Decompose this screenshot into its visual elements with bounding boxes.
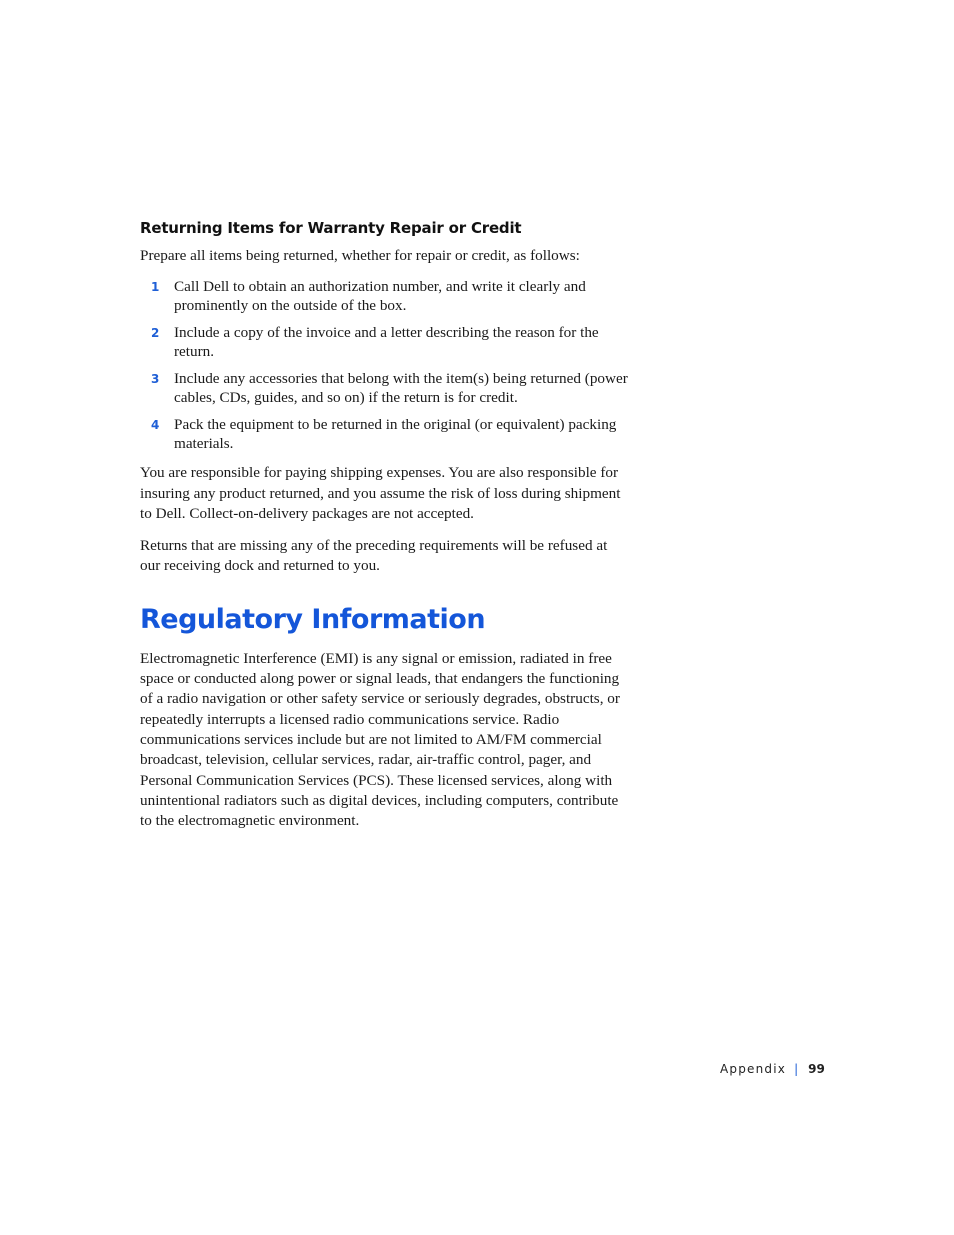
step-number: 2	[151, 326, 160, 341]
page-footer	[720, 1062, 840, 1076]
warranty-intro: Prepare all items being returned, whether for repair or credit, as follows:	[140, 247, 580, 264]
footer-separator: |	[794, 1062, 799, 1076]
step-number: 3	[151, 372, 160, 387]
list-item	[140, 323, 630, 361]
step-number: 4	[151, 418, 160, 433]
step-text: Call Dell to obtain an authorization number, and write it clearly and prominently on the outside of the box.	[174, 278, 586, 315]
warranty-heading: Returning Items for Warranty Repair or Credit	[140, 219, 522, 237]
returns-paragraph: Returns that are missing any of the preceding requirements will be refused at our receiving dock and returned to you.	[140, 537, 608, 575]
regulatory-heading: Regulatory Information	[140, 603, 486, 635]
step-number: 1	[151, 280, 160, 295]
page-content	[140, 218, 630, 831]
step-text: Include any accessories that belong with the item(s) being returned (power cables, CDs, guides, and so on) if the return is for credit.	[174, 370, 628, 407]
list-item	[140, 277, 630, 315]
page-number: 99	[808, 1062, 825, 1076]
list-item	[140, 369, 630, 407]
footer-section-label: Appendix	[720, 1062, 787, 1076]
list-item	[140, 415, 630, 453]
regulatory-paragraph: Electromagnetic Interference (EMI) is any signal or emission, radiated in free space or conducted along power or signal leads, that endangers the functioning of a radio navigation or other safety service or seriously degrades, obstructs, or repeatedly interrupts a licensed radio communications service. Radio communications services include but are not limited to AM/FM commercial broadcast, television, cellular services, radar, air-traffic control, pager, and Personal Communication Services (PCS). These licensed services, along with unintentional radiators such as digital devices, including computers, contribute to the electromagnetic environment.	[140, 649, 620, 830]
step-text: Pack the equipment to be returned in the original (or equivalent) packing materials.	[174, 416, 617, 453]
warranty-steps-list	[140, 277, 630, 453]
responsibility-paragraph: You are responsible for paying shipping expenses. You are also responsible for insuring any product returned, and you assume the risk of loss during shipment to Dell. Collect-on-delivery packages are not accepted.	[140, 464, 621, 522]
step-text: Include a copy of the invoice and a letter describing the reason for the return.	[174, 324, 599, 361]
